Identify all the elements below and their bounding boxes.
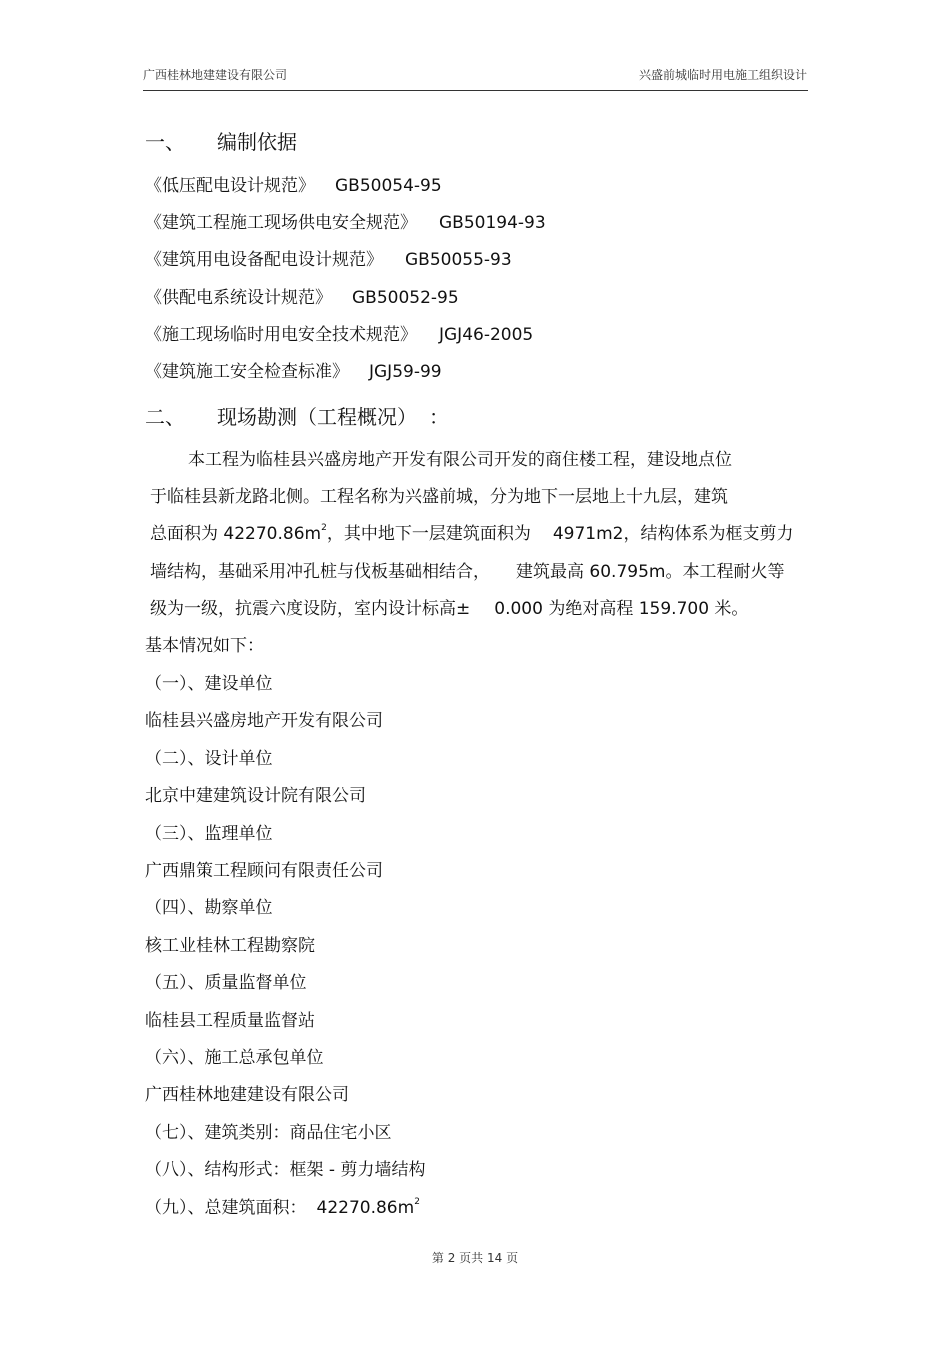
section-1-heading	[145, 129, 297, 155]
reference-code: GB50194-93	[439, 213, 546, 233]
overview-intro: 基本情况如下：	[145, 636, 264, 656]
reference-item	[145, 324, 533, 346]
header-company: 广西桂林地建建设有限公司	[143, 68, 288, 82]
reference-item	[145, 361, 442, 383]
reference-item	[145, 287, 459, 309]
reference-code: GB50054-95	[335, 176, 442, 196]
info-label: （一）、建设单位	[145, 674, 273, 694]
reference-item	[145, 249, 512, 271]
info-value: 北京中建建筑设计院有限公司	[145, 786, 366, 806]
header-rule	[143, 90, 808, 91]
section-2-heading	[145, 404, 449, 430]
reference-name: 《低压配电设计规范》	[145, 176, 315, 196]
total-area: （九）、总建筑面积： $42270.86m^2$	[145, 1197, 420, 1218]
section-2-title: 现场勘测（工程概况）	[217, 405, 417, 429]
info-value: 广西桂林地建建设有限公司	[145, 1085, 349, 1105]
reference-name: 《建筑施工安全检查标准》	[145, 362, 349, 382]
section-2-number: 二、	[145, 405, 185, 429]
info-value: 临桂县工程质量监督站	[145, 1011, 315, 1031]
info-label: （二）、设计单位	[145, 749, 273, 769]
header-doc-title: 兴盛前城临时用电施工组织设计	[638, 68, 807, 82]
reference-item	[145, 175, 442, 197]
overview-line-4: 墙结构，基础采用冲孔桩与伐板基础相结合， 建筑最高 60.795m。本工程耐火等	[150, 562, 785, 582]
reference-code: JGJ59-99	[369, 362, 442, 382]
info-label: （五）、质量监督单位	[145, 973, 307, 993]
superscript: 2	[414, 1197, 420, 1207]
structure-form: （八）、结构形式：框架 - 剪力墙结构	[145, 1160, 426, 1180]
section-1-title: 编制依据	[217, 130, 297, 154]
reference-name: 《建筑工程施工现场供电安全规范》	[145, 213, 417, 233]
section-1-number: 一、	[145, 130, 185, 154]
section-2-colon: ：	[429, 405, 449, 429]
info-value: 核工业桂林工程勘察院	[145, 936, 315, 956]
reference-code: JGJ46-2005	[439, 325, 534, 345]
page-number: 第 2 页共 14 页	[431, 1251, 519, 1265]
overview-line-5: 级为一级，抗震六度设防，室内设计标高± 0.000 为绝对高程 159.700 米。	[150, 599, 749, 619]
overview-line-3: 总面积为 $42270.86m^2$，其中地下一层建筑面积为 4971m2，结构体系为框支剪力	[150, 523, 794, 544]
reference-item	[145, 212, 546, 234]
building-category: （七）、建筑类别：商品住宅小区	[145, 1123, 392, 1143]
reference-code: GB50055-93	[405, 250, 512, 270]
info-label: （六）、施工总承包单位	[145, 1048, 324, 1068]
info-label: （四）、勘察单位	[145, 898, 273, 918]
info-value: 临桂县兴盛房地产开发有限公司	[145, 711, 383, 731]
overview-line-2: 于临桂县新龙路北侧。工程名称为兴盛前城，分为地下一层地上十九层，建筑	[150, 487, 728, 507]
reference-name: 《施工现场临时用电安全技术规范》	[145, 325, 417, 345]
info-value: 广西鼎策工程顾问有限责任公司	[145, 861, 383, 881]
overview-line-1: 本工程为临桂县兴盛房地产开发有限公司开发的商住楼工程，建设地点位	[188, 450, 732, 470]
info-label: （三）、监理单位	[145, 824, 273, 844]
reference-name: 《建筑用电设备配电设计规范》	[145, 250, 383, 270]
reference-name: 《供配电系统设计规范》	[145, 288, 332, 308]
reference-code: GB50052-95	[352, 288, 459, 308]
superscript: 2	[321, 523, 327, 533]
